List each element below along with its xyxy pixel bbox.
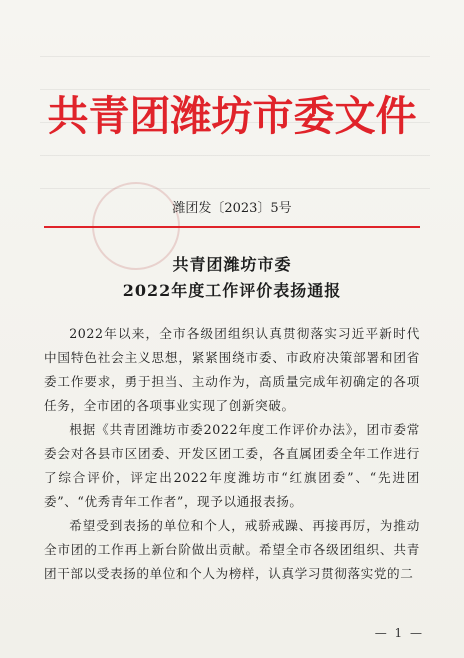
- body-paragraph: 2022年以来，全市各级团组织认真贯彻落实习近平新时代中国特色社会主义思想，紧紧围绕市委、市政府决策部署和团省委工作要求，勇于担当、主动作为，高质量完成年初确定的各项任务，全市团的各项事业实现了创新突破。: [44, 326, 420, 413]
- document-header-title: 共青团潍坊市委文件: [47, 92, 417, 140]
- body-paragraph: 根据《共青团潍坊市委2022年度工作评价办法》，团市委常委会对各县市区团委、开发区团工委，各直属团委全年工作进行了综合评价，评定出2022年度潍坊市“红旗团委”、“先进团委”、“优秀青年工作者”，现予以通报表扬。: [44, 422, 420, 509]
- red-separator-line: [44, 226, 420, 228]
- title-line-issuer: 共青团潍坊市委: [172, 255, 292, 274]
- document-body: [44, 322, 420, 586]
- page-number: — 1 —: [374, 626, 424, 640]
- title-line-subject: 2022年度工作评价表扬通报: [122, 281, 342, 300]
- body-paragraph: 希望受到表扬的单位和个人，戒骄戒躁、再接再厉，为推动全市团的工作再上新台阶做出贡献。希望全市各级团组织、共青团干部以受表扬的单位和个人为榜样，认真学习贯彻落实党的二: [44, 518, 420, 581]
- document-number: 潍团发〔2023〕5号: [172, 201, 292, 216]
- notice-title: [0, 252, 464, 304]
